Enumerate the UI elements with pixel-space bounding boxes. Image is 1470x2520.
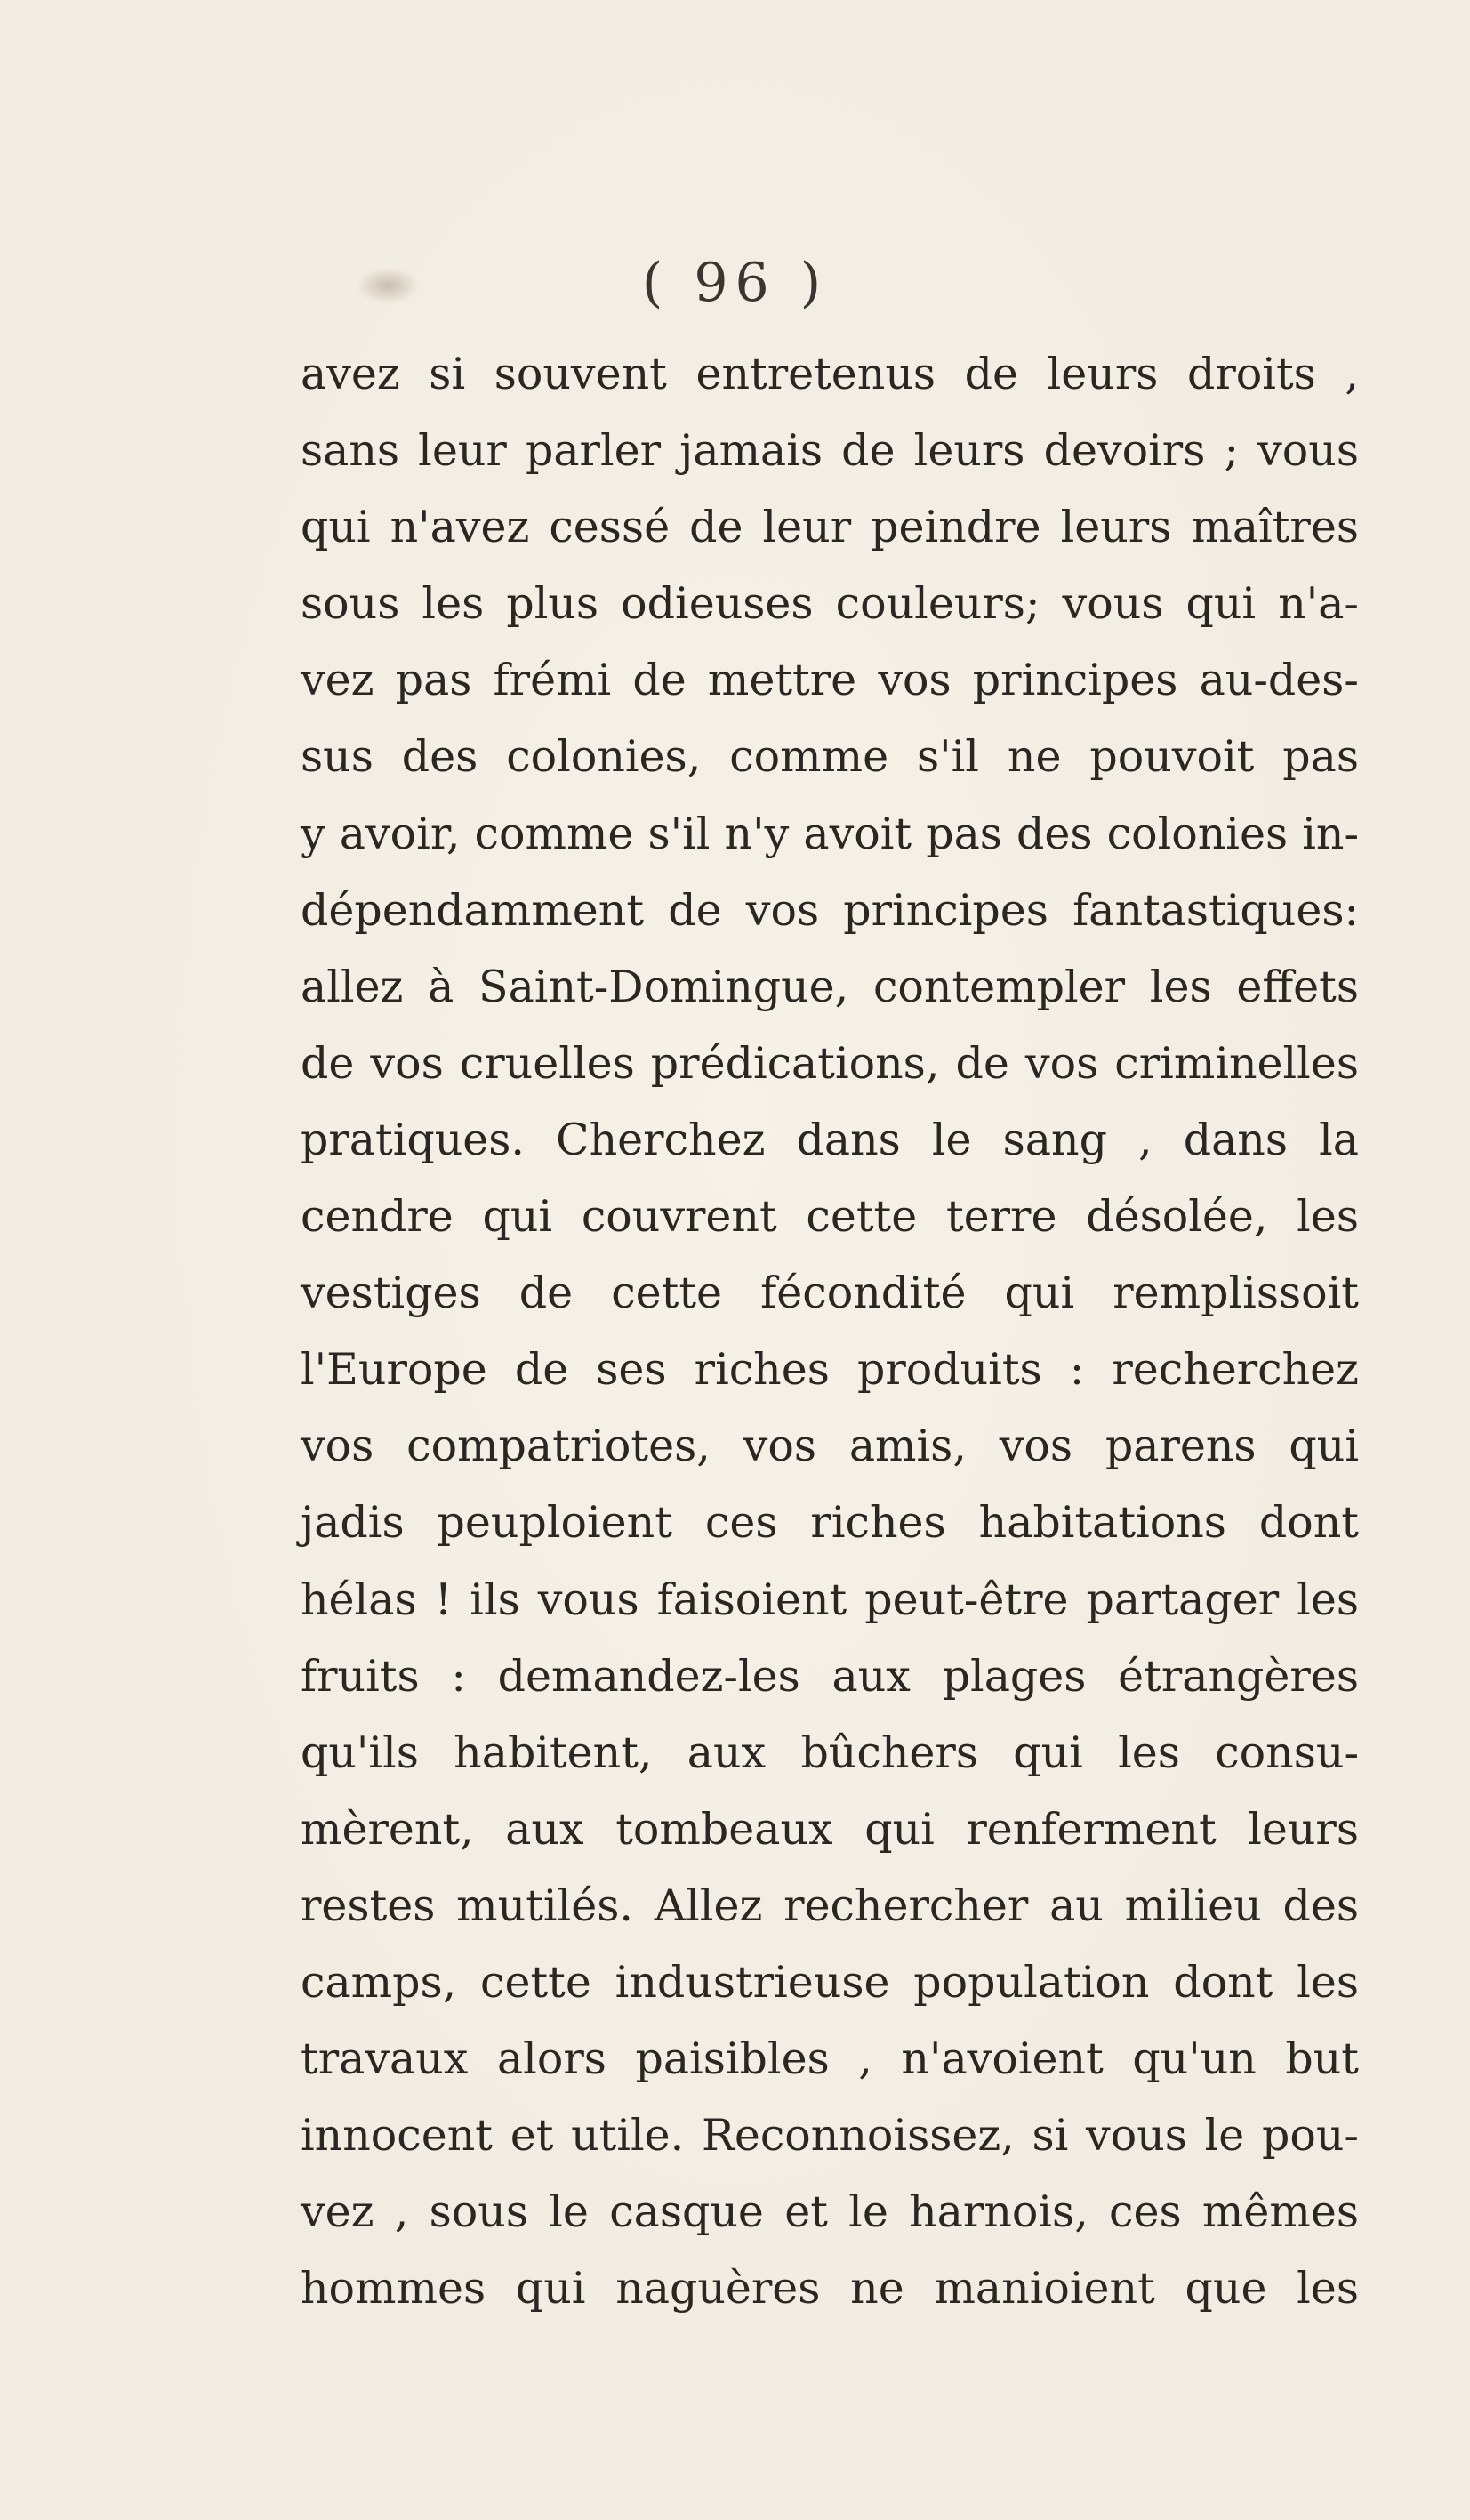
text-line: pratiques. Cherchez dans le sang , dans la	[301, 1114, 1359, 1165]
text-line: fruits : demandez-les aux plages étrangères	[301, 1650, 1359, 1702]
text-line: travaux alors paisibles , n'avoient qu'un but	[301, 2033, 1359, 2085]
text-line: jadis peuploient ces riches habitations dont	[301, 1497, 1359, 1549]
text-line: de vos cruelles prédications, de vos criminelles	[301, 1037, 1359, 1089]
text-line: qui n'avez cessé de leur peindre leurs maîtres	[301, 502, 1359, 553]
text-line: vez pas frémi de mettre vos principes au-des-	[301, 655, 1359, 706]
body-text	[301, 336, 1359, 2327]
text-line: sous les plus odieuses couleurs; vous qui n'a-	[301, 578, 1359, 630]
text-line: allez à Saint-Domingue, contempler les effets	[301, 961, 1359, 1012]
text-line: hélas ! ils vous faisoient peut-être partager les	[301, 1574, 1359, 1625]
text-line: innocent et utile. Reconnoissez, si vous le pou-	[301, 2110, 1359, 2162]
text-line: qu'ils habitent, aux bûchers qui les consu-	[301, 1727, 1359, 1778]
text-line: y avoir, comme s'il n'y avoit pas des colonies in-	[301, 808, 1359, 859]
text-line: avez si souvent entretenus de leurs droits ,	[301, 349, 1359, 399]
text-line: dépendamment de vos principes fantastiques:	[301, 884, 1359, 936]
text-line: sans leur parler jamais de leurs devoirs ; vous	[301, 425, 1359, 477]
text-line: mèrent, aux tombeaux qui renferment leurs	[301, 1803, 1359, 1855]
page-number-header: ( 96 )	[641, 252, 829, 314]
text-line: hommes qui naguères ne manioient que les	[301, 2263, 1359, 2315]
text-line: vez , sous le casque et le harnois, ces mêmes	[301, 2186, 1359, 2238]
text-line: camps, cette industrieuse population dont les	[301, 1956, 1359, 2008]
text-line: sus des colonies, comme s'il ne pouvoit pas	[301, 731, 1359, 783]
text-line: cendre qui couvrent cette terre désolée, les	[301, 1191, 1359, 1243]
text-line: restes mutilés. Allez rechercher au milieu des	[301, 1880, 1359, 1931]
text-line: vos compatriotes, vos amis, vos parens qui	[301, 1421, 1359, 1472]
text-line: l'Europe de ses riches produits : recherchez	[301, 1344, 1359, 1396]
text-line: vestiges de cette fécondité qui remplissoit	[301, 1268, 1359, 1319]
